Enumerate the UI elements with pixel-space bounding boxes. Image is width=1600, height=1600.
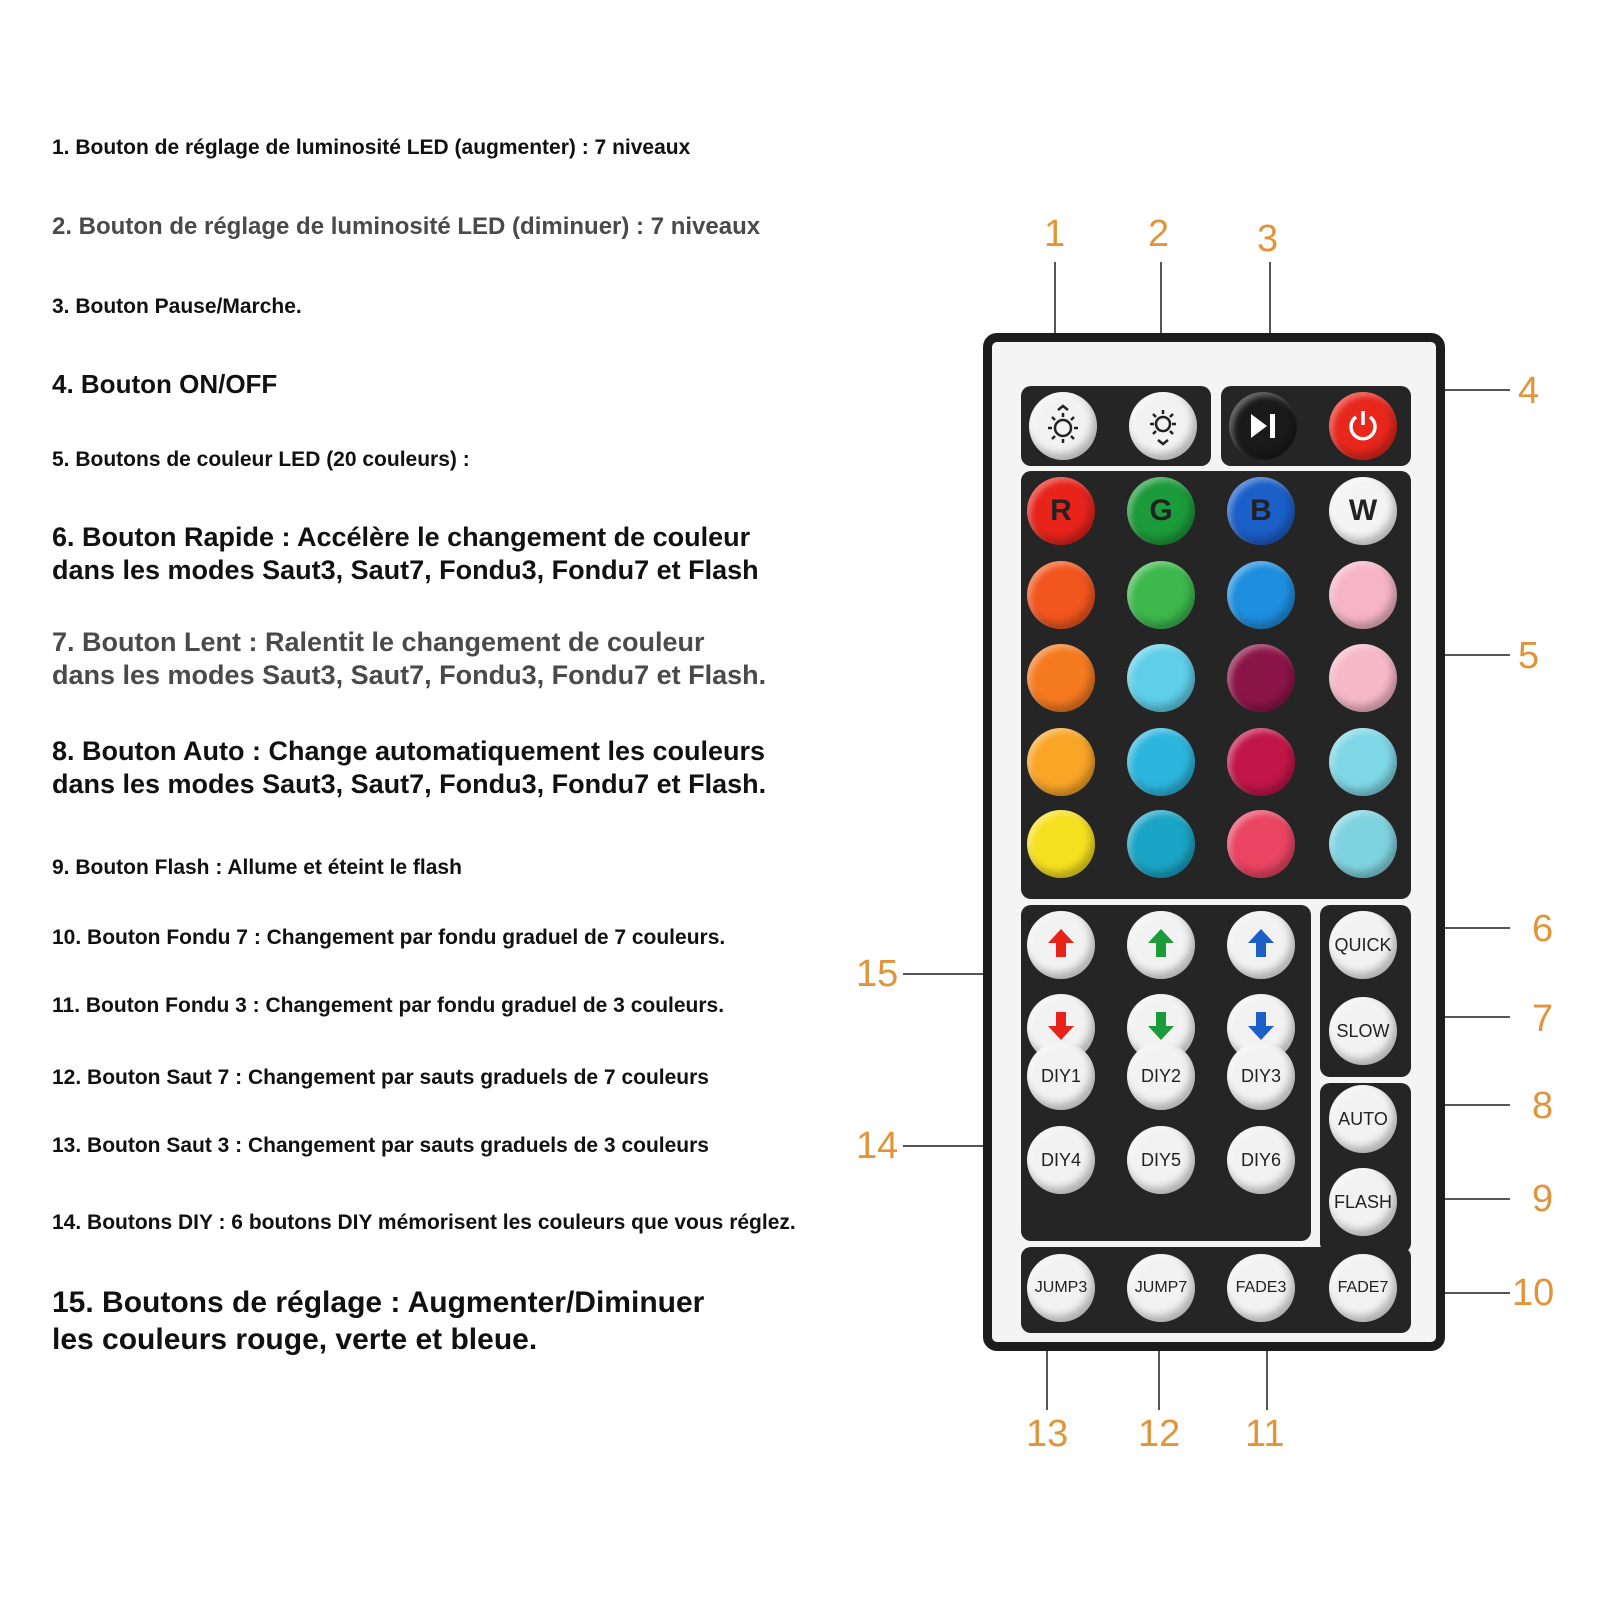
desc-15-line-2: les couleurs rouge, verte et bleue. [52,1323,538,1356]
color-button[interactable] [1227,810,1295,878]
callout-9: 9 [1532,1178,1554,1220]
remote-control [983,333,1445,1351]
desc-3 [52,295,302,319]
desc-13 [52,1134,709,1158]
slow-button[interactable]: SLOW [1329,997,1397,1065]
power-icon [1343,406,1383,446]
desc-9-line: 9. Bouton Flash : Allume et éteint le flash [52,856,462,879]
desc-10 [52,926,725,950]
color-button[interactable] [1329,644,1397,712]
desc-9 [52,856,462,880]
brightness-up-icon [1041,404,1085,448]
desc-15-line-1: 15. Boutons de réglage : Augmenter/Diminuer [52,1286,705,1319]
power-button[interactable] [1329,392,1397,460]
diy2-button[interactable]: DIY2 [1127,1042,1195,1110]
diy5-button[interactable]: DIY5 [1127,1126,1195,1194]
color-button[interactable] [1127,561,1195,629]
brightness-up-button[interactable] [1029,392,1097,460]
play-pause-button[interactable] [1229,392,1297,460]
quick-button[interactable]: QUICK [1329,911,1397,979]
desc-6-line-2: dans les modes Saut3, Saut7, Fondu3, Fondu7 et Flash [52,555,759,585]
callout-11: 11 [1245,1413,1285,1455]
jump7-button[interactable]: JUMP7 [1127,1254,1195,1322]
brightness-down-button[interactable] [1129,392,1197,460]
fade3-button[interactable]: FADE3 [1227,1254,1295,1322]
play-pause-icon [1243,406,1283,446]
fade7-button[interactable]: FADE7 [1329,1254,1397,1322]
color-button[interactable] [1027,644,1095,712]
color-button-r[interactable]: R [1027,477,1095,545]
arrow-up-icon [1041,923,1081,968]
color-button[interactable] [1127,810,1195,878]
desc-7 [52,626,766,692]
desc-12-line: 12. Bouton Saut 7 : Changement par sauts graduels de 7 couleurs [52,1066,709,1089]
diy1-button[interactable]: DIY1 [1027,1042,1095,1110]
callout-7: 7 [1532,998,1554,1040]
color-button-w[interactable]: W [1329,477,1397,545]
leader-15 [903,973,983,975]
brightness-down-icon [1141,404,1185,448]
callout-14: 14 [856,1125,899,1167]
callout-13: 13 [1026,1413,1069,1455]
desc-13-line: 13. Bouton Saut 3 : Changement par sauts graduels de 3 couleurs [52,1134,709,1157]
blue-up-button[interactable] [1227,911,1295,979]
auto-button[interactable]: AUTO [1329,1085,1397,1153]
callout-15: 15 [856,953,899,995]
desc-5-line: 5. Boutons de couleur LED (20 couleurs) : [52,448,470,471]
color-button[interactable] [1127,728,1195,796]
diy3-button[interactable]: DIY3 [1227,1042,1295,1110]
green-up-button[interactable] [1127,911,1195,979]
diy4-button[interactable]: DIY4 [1027,1126,1095,1194]
desc-10-line: 10. Bouton Fondu 7 : Changement par fondu graduel de 7 couleurs. [52,926,726,949]
desc-6-line-1: 6. Bouton Rapide : Accélère le changement de couleur [52,522,751,552]
desc-1 [52,136,690,160]
desc-1-line: 1. Bouton de réglage de luminosité LED (augmenter) : 7 niveaux [52,136,691,159]
desc-6 [52,521,759,587]
desc-12 [52,1066,709,1090]
color-button[interactable] [1227,728,1295,796]
color-button[interactable] [1329,728,1397,796]
color-button[interactable] [1329,810,1397,878]
desc-2-line: 2. Bouton de réglage de luminosité LED (diminuer) : 7 niveaux [52,213,761,240]
color-button[interactable] [1227,561,1295,629]
jump3-button[interactable]: JUMP3 [1027,1254,1095,1322]
color-button[interactable] [1027,810,1095,878]
desc-4 [52,369,277,400]
desc-14-line: 14. Boutons DIY : 6 boutons DIY mémorisent les couleurs que vous réglez. [52,1211,796,1234]
desc-3-line: 3. Bouton Pause/Marche. [52,295,302,318]
color-button[interactable] [1127,644,1195,712]
desc-2 [52,213,760,241]
callout-3: 3 [1257,218,1279,260]
desc-11 [52,994,724,1018]
callout-5: 5 [1518,635,1540,677]
color-button[interactable] [1227,644,1295,712]
color-button[interactable] [1027,728,1095,796]
desc-8-line-2: dans les modes Saut3, Saut7, Fondu3, Fondu7 et Flash. [52,769,767,799]
desc-8-line-1: 8. Bouton Auto : Change automatiquement les couleurs [52,736,766,766]
desc-7-line-2: dans les modes Saut3, Saut7, Fondu3, Fondu7 et Flash. [52,660,767,690]
callout-10: 10 [1512,1272,1555,1314]
color-button[interactable] [1027,561,1095,629]
color-button[interactable] [1329,561,1397,629]
flash-button[interactable]: FLASH [1329,1168,1397,1236]
arrow-up-icon [1241,923,1281,968]
callout-2: 2 [1148,213,1170,255]
red-up-button[interactable] [1027,911,1095,979]
color-button-g[interactable]: G [1127,477,1195,545]
diy6-button[interactable]: DIY6 [1227,1126,1295,1194]
arrow-up-icon [1141,923,1181,968]
callout-1: 1 [1044,213,1066,255]
callout-6: 6 [1532,908,1554,950]
callout-4: 4 [1518,370,1540,412]
desc-11-line: 11. Bouton Fondu 3 : Changement par fondu graduel de 3 couleurs. [52,994,725,1017]
desc-14 [52,1211,796,1235]
desc-4-line: 4. Bouton ON/OFF [52,369,278,399]
desc-8 [52,735,766,801]
callout-12: 12 [1138,1413,1181,1455]
callout-8: 8 [1532,1085,1554,1127]
desc-15 [52,1284,704,1358]
desc-5 [52,448,470,472]
color-button-b[interactable]: B [1227,477,1295,545]
leader-14 [903,1145,983,1147]
desc-7-line-1: 7. Bouton Lent : Ralentit le changement de couleur [52,627,705,657]
